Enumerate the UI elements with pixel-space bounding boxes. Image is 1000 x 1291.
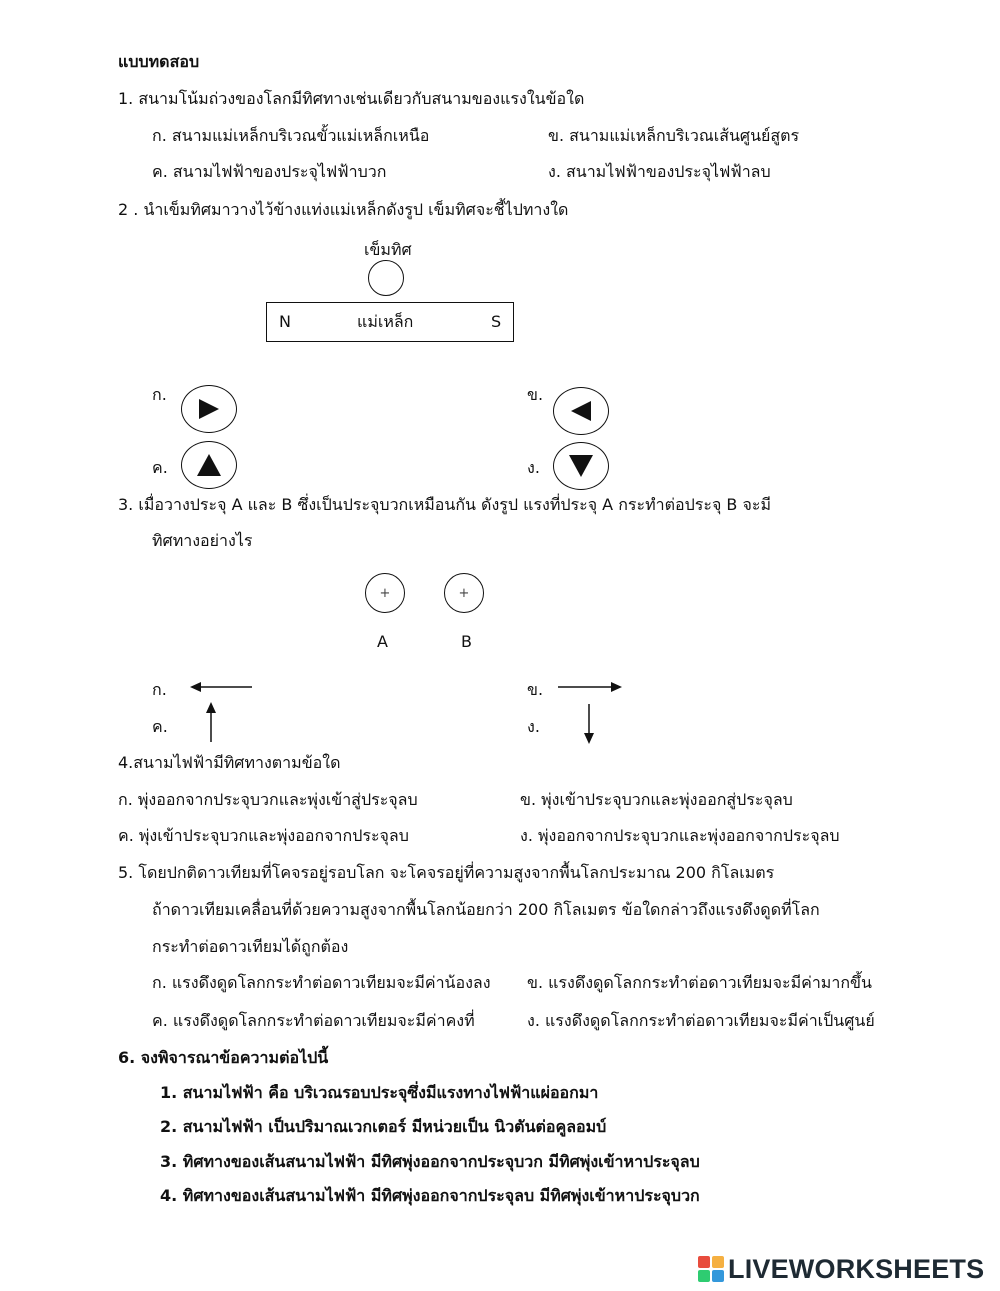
charge-b-sign: + <box>458 585 470 601</box>
compass-label: เข็มทิศ <box>364 240 412 259</box>
magnet-label: แม่เหล็ก <box>357 312 414 331</box>
question-3-text-line1: 3. เมื่อวางประจุ A และ B ซึ่งเป็นประจุบวกเหมือนกัน ดังรูป แรงที่ประจุ A กระทำต่อประจุ B จะมี <box>118 495 771 514</box>
liveworksheets-logo <box>698 1252 984 1286</box>
arrow-up-icon <box>196 453 222 477</box>
q3-option-a-arrow-left[interactable] <box>190 680 254 694</box>
compass-circle <box>368 260 404 296</box>
question-2-text: 2 . นำเข็มทิศมาวางไว้ข้างแท่งแม่เหล็กดังรูป เข็มทิศจะชี้ไปทางใด <box>118 200 569 219</box>
arrow-right-icon <box>197 397 221 421</box>
logo-square-green <box>698 1270 710 1282</box>
q6-statement-2: 2. สนามไฟฟ้า เป็นปริมาณเวกเตอร์ มีหน่วยเป็น นิวตันต่อคูลอมบ์ <box>160 1117 607 1136</box>
q6-statement-3: 3. ทิศทางของเส้นสนามไฟฟ้า มีทิศพุ่งออกจากประจุบวก มีทิศพุ่งเข้าหาประจุลบ <box>160 1152 700 1171</box>
q3-option-c-arrow-up[interactable] <box>204 702 218 742</box>
q2-option-d-compass[interactable] <box>553 442 609 490</box>
q6-statement-4: 4. ทิศทางของเส้นสนามไฟฟ้า มีทิศพุ่งออกจากประจุลบ มีทิศพุ่งเข้าหาประจุบวก <box>160 1186 700 1205</box>
q3-option-d-label: ง. <box>527 717 540 736</box>
logo-mark-icon <box>698 1256 724 1282</box>
logo-square-blue <box>712 1270 724 1282</box>
arrow-left-icon <box>569 399 593 423</box>
q2-option-b-compass[interactable] <box>553 387 609 435</box>
q5-option-c[interactable]: ค. แรงดึงดูดโลกกระทำต่อดาวเทียมจะมีค่าคงที่ <box>152 1011 475 1030</box>
charge-b-label: B <box>461 632 472 651</box>
q3-option-b-label: ข. <box>527 680 544 699</box>
charge-a-sign: + <box>379 585 391 601</box>
q3-option-b-arrow-right[interactable] <box>558 680 622 694</box>
charge-a <box>365 573 405 613</box>
question-5-line2: ถ้าดาวเทียมเคลื่อนที่ด้วยความสูงจากพื้นโลกน้อยกว่า 200 กิโลเมตร ข้อใดกล่าวถึงแรงดึงดูดที่โลก <box>152 900 820 919</box>
bar-magnet <box>266 302 514 342</box>
q2-option-c-label: ค. <box>152 458 168 477</box>
q2-option-c-compass[interactable] <box>181 441 237 489</box>
q1-option-d[interactable]: ง. สนามไฟฟ้าของประจุไฟฟ้าลบ <box>548 162 771 181</box>
q2-option-b-label: ข. <box>527 385 544 404</box>
question-4-text: 4.สนามไฟฟ้ามีทิศทางตามข้อใด <box>118 753 341 772</box>
q3-option-a-label: ก. <box>152 680 167 699</box>
logo-square-yellow <box>712 1256 724 1268</box>
q4-option-c[interactable]: ค. พุ่งเข้าประจุบวกและพุ่งออกจากประจุลบ <box>118 826 409 845</box>
arrow-down-icon <box>568 454 594 478</box>
q3-option-d-arrow-down[interactable] <box>582 704 596 744</box>
question-3-text-line2: ทิศทางอย่างไร <box>152 531 253 550</box>
q1-option-a[interactable]: ก. สนามแม่เหล็กบริเวณขั้วแม่เหล็กเหนือ <box>152 126 430 145</box>
worksheet-title: แบบทดสอบ <box>118 52 200 71</box>
q1-option-b[interactable]: ข. สนามแม่เหล็กบริเวณเส้นศูนย์สูตร <box>548 126 800 145</box>
question-1-text: 1. สนามโน้มถ่วงของโลกมีทิศทางเช่นเดียวกับสนามของแรงในข้อใด <box>118 89 585 108</box>
q5-option-a[interactable]: ก. แรงดึงดูดโลกกระทำต่อดาวเทียมจะมีค่าน้องลง <box>152 973 491 992</box>
question-5-line1: 5. โดยปกติดาวเทียมที่โคจรอยู่รอบโลก จะโคจรอยู่ที่ความสูงจากพื้นโลกประมาณ 200 กิโลเมตร <box>118 863 775 882</box>
q5-option-d[interactable]: ง. แรงดึงดูดโลกกระทำต่อดาวเทียมจะมีค่าเป็นศูนย์ <box>527 1011 875 1030</box>
q6-statement-1: 1. สนามไฟฟ้า คือ บริเวณรอบประจุซึ่งมีแรงทางไฟฟ้าแผ่ออกมา <box>160 1083 599 1102</box>
q4-option-b[interactable]: ข. พุ่งเข้าประจุบวกและพุ่งออกสู่ประจุลบ <box>520 790 793 809</box>
logo-square-red <box>698 1256 710 1268</box>
charge-a-label: A <box>377 632 388 651</box>
question-5-line3: กระทำต่อดาวเทียมได้ถูกต้อง <box>152 937 349 956</box>
magnet-pole-n: N <box>279 312 291 331</box>
charge-b <box>444 573 484 613</box>
magnet-pole-s: S <box>491 312 502 331</box>
q1-option-c[interactable]: ค. สนามไฟฟ้าของประจุไฟฟ้าบวก <box>152 162 387 181</box>
q5-option-b[interactable]: ข. แรงดึงดูดโลกกระทำต่อดาวเทียมจะมีค่ามากขึ้น <box>527 973 872 992</box>
q2-option-d-label: ง. <box>527 458 540 477</box>
q4-option-d[interactable]: ง. พุ่งออกจากประจุบวกและพุ่งออกจากประจุลบ <box>520 826 840 845</box>
q2-option-a-compass[interactable] <box>181 385 237 433</box>
q4-option-a[interactable]: ก. พุ่งออกจากประจุบวกและพุ่งเข้าสู่ประจุลบ <box>118 790 418 809</box>
logo-text: LIVEWORKSHEETS <box>728 1253 985 1284</box>
q2-option-a-label: ก. <box>152 385 167 404</box>
question-6-text: 6. จงพิจารณาข้อความต่อไปนี้ <box>118 1048 329 1067</box>
q3-option-c-label: ค. <box>152 717 168 736</box>
